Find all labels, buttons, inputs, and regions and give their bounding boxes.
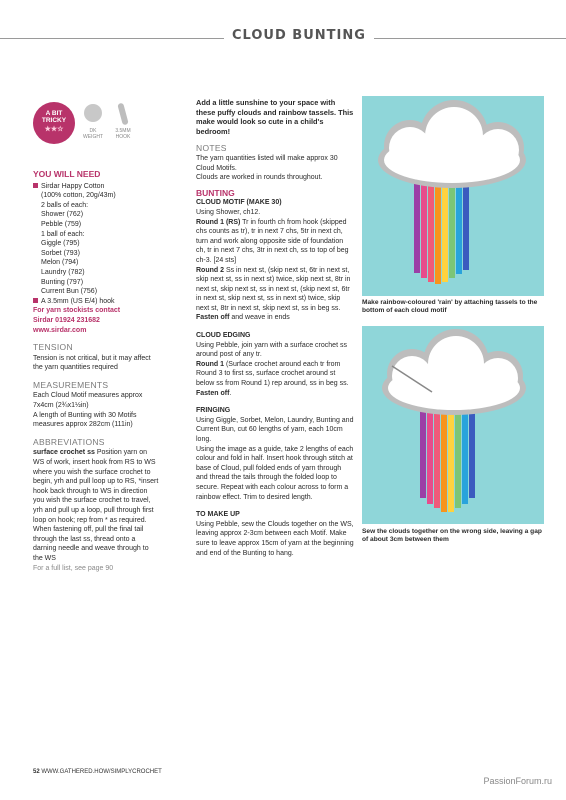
colour-item: Melon (794) [41,259,79,267]
yarn-weight-label: DK WEIGHT [83,128,103,140]
yarn-spec: (100% cotton, 20g/43m) [41,192,116,200]
crochet-hook-icon [117,103,128,126]
stockists-phone: Sirdar 01924 231682 [33,316,100,324]
cloud-photo-bottom [362,326,544,524]
sidebar-column [33,170,159,573]
notes-text: Clouds are worked in rounds throughout. [196,174,323,182]
stockists-link[interactable]: www.sirdar.com [33,326,87,334]
page-footer [33,769,162,775]
round-2-instruction: Round 2 Ss in next st, (skip next st, 6tr in next st, skip next st, ss in next st) twice, skip next st, 8tr in next st, skip next st, ss in next st, (skip next st, 6tr in next st, skip next st, ss in next st) twice, skip next st, 8tr in next st, skip next st, ss in beg ss. [196,266,351,312]
instruction-text: Using Pebble, sew the Clouds together on the WS, leaving approx 2-3cm between each Motif. Make sure to leave approx 15cm of yarn at the beginning and end of the Bunting to hang. [196,520,354,557]
instruction-text: Using Pebble, join yarn with a surface crochet ss around post of any tr. [196,341,347,359]
cloud-rainbow-illustration [362,326,544,524]
badge-line1: A BIT [45,110,63,117]
full-list-link: For a full list, see page 90 [33,564,114,572]
round-1-instruction: Round 1 (RS) Tr in fourth ch from hook (skipped chs counts as tr), tr in next 7 chs, 5tr in next ch, turn and work along opposite side of foundation ch, tr in next 7 chs, 3tr in next ch, ss to top of beg ch-3. [24 sts] [196,218,349,264]
tension-text: Tension is not critical, but it may affect the yarn quantities required [33,354,151,372]
photo-caption-bottom: Sew the clouds together on the wrong side, leaving a gap of about 3cm between them [362,528,542,544]
difficulty-stars: ★★☆ [44,126,64,133]
colour-item: Shower (762) [41,211,84,219]
colour-item: Current Bun (756) [41,288,98,296]
colour-item: Laundry (782) [41,268,85,276]
page-title: CLOUD BUNTING [224,28,374,43]
one-ball-label: 1 ball of each: [41,230,85,238]
fringing-heading: FRINGING [196,407,231,415]
notes-text: The yarn quantities listed will make approx 30 Cloud Motifs. [196,154,338,172]
hook-size-label: 3.5MM HOOK [115,128,131,140]
colour-item: Pebble (759) [41,220,82,228]
page-number: 52 [33,769,40,775]
measurements-text: A length of Bunting with 30 Motifs measures approx 282cm (111in) [33,411,137,429]
colour-item: Giggle (795) [41,240,80,248]
watermark: PassionForum.ru [483,776,552,786]
bullet-square-icon [33,298,38,303]
instruction-text: Using Giggle, Sorbet, Melon, Laundry, Bunting and Current Bun, cut 60 lengths of yarn, each 10cm long. [196,416,354,443]
badge-line2: TRICKY [41,116,67,124]
cloud-photo-top [362,96,544,296]
you-will-need-heading: YOU WILL NEED [33,169,101,179]
cloud-edging-heading: CLOUD EDGING [196,332,251,340]
bunting-heading: BUNTING [196,187,235,198]
stockists-line: For yarn stockists contact [33,307,121,315]
notes-heading: NOTES [196,143,227,154]
difficulty-badge [33,102,75,144]
tension-heading: TENSION [33,342,73,353]
intro-text: Add a little sunshine to your space with these puffy clouds and rainbow tassels. This make would look so cute in a child's bedroom! [196,98,354,136]
footer-url[interactable]: WWW.GATHERED.HOW/SIMPLYCROCHET [41,769,162,775]
colour-item: Bunting (797) [41,278,84,286]
instruction-text: Using the image as a guide, take 2 lengths of each colour and fold in half. Insert hook through stitch at base of Cloud, pull folded ends of yarn through and thread the tails through the folded loop to secure. Repeat with each colour across to form a rainbow effect. Trim to desired length. [196,445,354,501]
cloud-motif-subheading: CLOUD MOTIF (MAKE 30) [196,199,282,207]
hook-line: A 3.5mm (US E/4) hook [33,297,159,307]
yarn-line: Sirdar Happy Cotton [33,182,159,192]
instructions-column [196,98,354,558]
abbreviations-heading: ABBREVIATIONS [33,436,105,447]
colour-item: Sorbet (793) [41,249,80,257]
fasten-off-instruction: Fasten off. [196,389,232,397]
bullet-square-icon [33,183,38,188]
two-balls-label: 2 balls of each: [41,201,89,209]
fasten-off-instruction: Fasten off and weave in ends [196,314,290,322]
measurements-text: Each Cloud Motif measures approx 7x4cm (2¾x1½in) [33,392,143,410]
cloud-rainbow-illustration [362,96,544,296]
photo-caption-top: Make rainbow-coloured 'rain' by attaching tassels to the bottom of each cloud motif [362,299,538,315]
abbreviation-entry: surface crochet ss Position yarn on WS of work, insert hook from RS to WS where you wish the surface crochet to begin, yrh and pull loop up to RS, *insert hook back through to WS in direction you wish the surface crochet to travel, yrh and pull up a loop, pull through first loop on hook; rep from * as required. When fastening off, pull the final tail through the last ss, thread onto a darning needle and weave through to the WS [33,449,159,562]
make-up-heading: TO MAKE UP [196,511,240,519]
instruction-text: Using Shower, ch12. [196,208,261,216]
yarn-ball-icon [84,104,102,122]
measurements-heading: MEASUREMENTS [33,379,109,390]
round-1-instruction: Round 1 (Surface crochet around each tr from Round 3 to first ss, surface crochet around st below ss from Round 1) rep around, ss in beg ss. [196,360,349,388]
